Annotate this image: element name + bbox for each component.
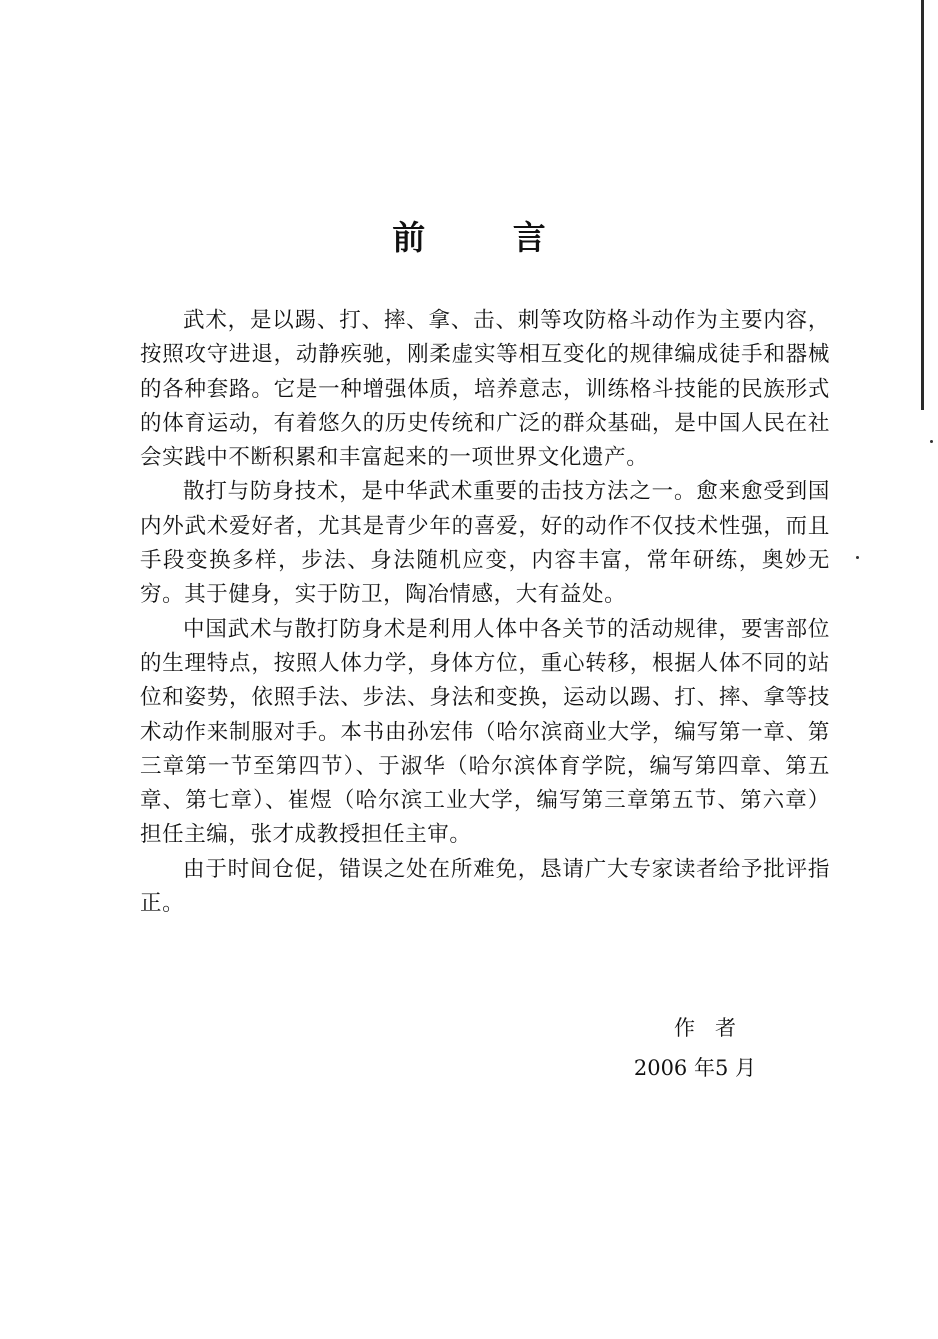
scan-speck [930, 440, 933, 443]
page-title: 前 言 [392, 218, 584, 257]
paragraph: 散打与防身技术，是中华武术重要的击技方法之一。愈来愈受到国内外武术爱好者，尤其是青少年的喜爱，好的动作不仅技术性强，而且手段变换多样，步法、身法随机应变，内容丰富，常年研练，奥妙无穷。其于健身，实于防卫，陶冶情感，大有益处。 [140, 479, 830, 608]
paragraph: 武术，是以踢、打、摔、拿、击、刺等攻防格斗动作为主要内容，按照攻守进退，动静疾驰，刚柔虚实等相互变化的规律编成徒手和器械的各种套路。它是一种增强体质，培养意志，训练格斗技能的民族形式的体育运动，有着悠久的历史传统和广泛的群众基础，是中国人民在社会实践中不断积累和丰富起来的一项世界文化遗产。 [140, 308, 830, 471]
preface-body [140, 304, 830, 921]
paragraph: 由于时间仓促，错误之处在所难免，恳请广大专家读者给予批评指正。 [140, 856, 830, 917]
paragraph: 中国武术与散打防身术是利用人体中各关节的活动规律，要害部位的生理特点，按照人体力学，身体方位，重心转移，根据人体不同的站位和姿势，依照手法、步法、身法和变换，运动以踢、打、摔、拿等技术动作来制服对手。本书由孙宏伟（哈尔滨商业大学，编写第一章、第三章第一节至第四节）、于淑华（哈尔滨体育学院，编写第四章、第五章、第七章）、崔煜（哈尔滨工业大学，编写第三章第五节、第六章）担任主编，张才成教授担任主审。 [140, 616, 830, 848]
signature-date: 2006 年5 月 [633, 1056, 756, 1080]
author-signature: 作者 [674, 1016, 756, 1040]
page-edge-line [921, 0, 924, 410]
scan-speck [856, 556, 859, 559]
